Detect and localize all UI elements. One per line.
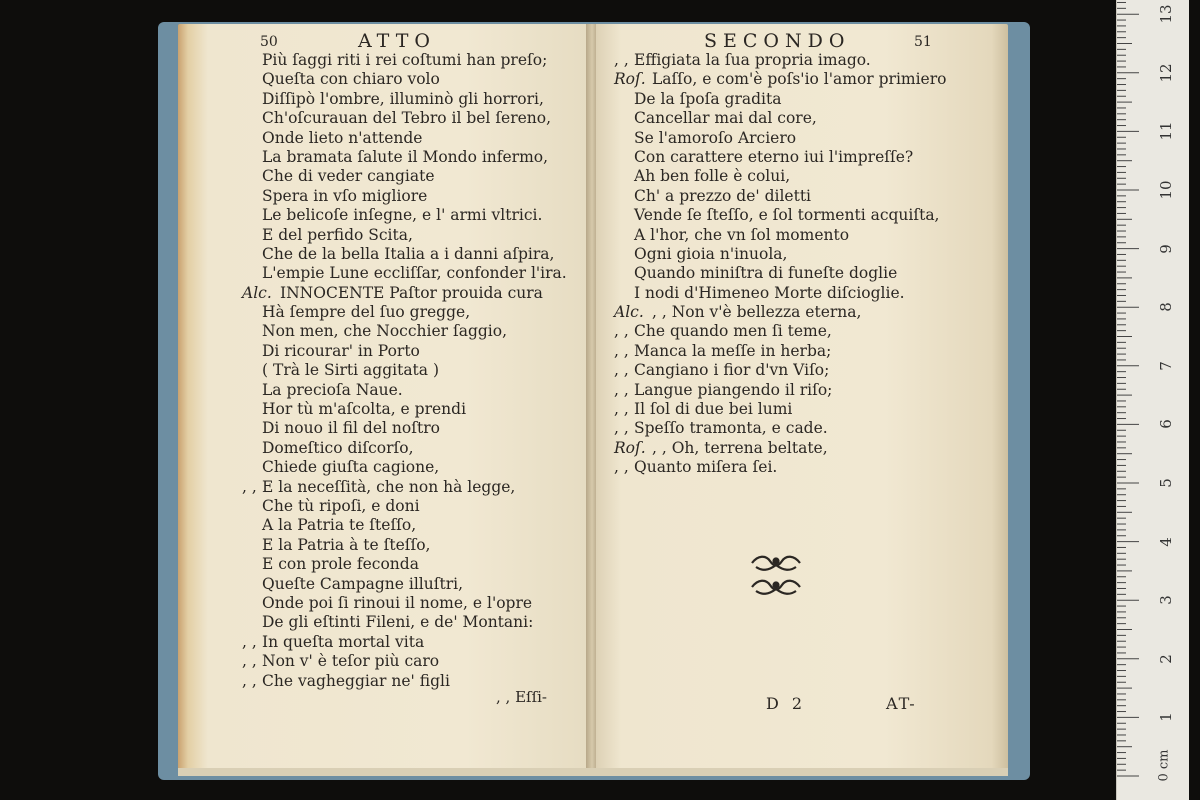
line-text: Vende ſe ſteſſo, e ſol tormenti acquiſta, <box>634 206 940 225</box>
text-line <box>614 361 1004 380</box>
text-line <box>242 633 582 652</box>
line-text: Cancellar mai dal core, <box>634 109 817 128</box>
line-text: Quanto miſera ſei. <box>634 458 778 477</box>
text-line <box>614 129 1004 148</box>
line-text: E del perfido Scita, <box>262 225 413 244</box>
text-line <box>242 497 582 516</box>
line-text: Le belicoſe inſegne, e l' armi vltrici. <box>262 206 543 225</box>
text-line <box>242 226 582 245</box>
text-line <box>614 342 1004 361</box>
ruler-unit-label: 0 cm <box>1156 749 1172 782</box>
text-line <box>614 322 1004 341</box>
speaker-label: Roſ. <box>614 70 646 89</box>
left-catchword: , , Eſſi- <box>496 688 547 706</box>
right-text-block <box>614 51 1004 478</box>
ruler-number: 10 <box>1157 180 1175 200</box>
text-line <box>242 652 582 671</box>
quotation-mark: , , <box>242 671 257 690</box>
text-line <box>614 381 1004 400</box>
text-line <box>614 303 1004 322</box>
ruler-ticks <box>1117 0 1189 800</box>
ruler-number: 2 <box>1157 654 1175 664</box>
line-text: Che vagheggiar ne' figli <box>262 671 450 690</box>
measurement-ruler <box>1116 0 1189 800</box>
text-line <box>242 516 582 535</box>
text-line <box>242 381 582 400</box>
line-text: Che tù ripoſi, e doni <box>262 496 420 515</box>
right-running-header: SECONDO <box>704 30 851 52</box>
line-text: Di nouo il fil del noſtro <box>262 419 440 438</box>
text-line <box>242 264 582 283</box>
quotation-mark: , , <box>614 361 629 380</box>
line-text: A la Patria te ſteſſo, <box>262 516 417 535</box>
text-line <box>242 400 582 419</box>
ruler-number: 7 <box>1157 361 1175 371</box>
signature-mark: D 2 <box>766 694 807 713</box>
line-text: E la neceſſità, che non hà legge, <box>262 477 516 496</box>
ruler-number: 8 <box>1157 302 1175 312</box>
speaker-label: Alc. <box>614 303 644 322</box>
text-line <box>242 206 582 225</box>
left-page <box>178 24 588 772</box>
line-text: A l'hor, che vn ſol momento <box>634 225 850 244</box>
quotation-mark: , , <box>614 322 629 341</box>
line-text: Langue piangendo il riſo; <box>634 380 833 399</box>
line-text: E la Patria à te ſteſſo, <box>262 535 431 554</box>
ruler-number: 3 <box>1157 595 1175 605</box>
text-line <box>242 555 582 574</box>
line-text: Quando miniſtra di funeſte doglie <box>634 264 898 283</box>
text-line <box>242 575 582 594</box>
line-text: Speſſo tramonta, e cade. <box>634 419 828 438</box>
speaker-label: Alc. <box>242 283 272 302</box>
text-line <box>614 284 1004 303</box>
line-text: Onde poi ſi rinoui il nome, e l'opre <box>262 593 533 612</box>
quotation-mark: , , <box>614 380 629 399</box>
line-text: La bramata ſalute il Mondo infermo, <box>262 147 549 166</box>
quotation-mark: , , <box>242 477 257 496</box>
line-text: L'empie Lune eccliſſar, confonder l'ira. <box>262 264 567 283</box>
quotation-mark: , , <box>242 652 257 671</box>
line-text: Ogni gioia n'inuola, <box>634 244 788 263</box>
line-text: , , Non v'è bellezza eterna, <box>652 303 862 322</box>
text-line <box>242 187 582 206</box>
line-text: Con carattere eterno iui l'impreſſe? <box>634 147 914 166</box>
printer-ornament-icon <box>746 551 806 601</box>
text-line <box>614 400 1004 419</box>
ruler-number: 1 <box>1157 712 1175 723</box>
quotation-mark: , , <box>614 458 629 477</box>
line-text: Queſta con chiaro volo <box>262 70 440 89</box>
text-line <box>614 167 1004 186</box>
speaker-label: Roſ. <box>614 438 646 457</box>
text-line <box>614 439 1004 458</box>
line-text: Spera in vſo migliore <box>262 186 428 205</box>
text-line <box>242 245 582 264</box>
quotation-mark: , , <box>614 51 629 69</box>
ruler-number: 6 <box>1157 419 1175 430</box>
text-line <box>242 342 582 361</box>
right-page <box>596 24 1008 772</box>
line-text: Onde lieto n'attende <box>262 128 423 147</box>
text-line <box>614 206 1004 225</box>
line-text: Il ſol di due bei lumi <box>634 400 793 419</box>
text-line <box>614 458 1004 477</box>
line-text: INNOCENTE Paſtor prouida cura <box>280 283 543 302</box>
quotation-mark: , , <box>242 632 257 651</box>
text-line <box>242 478 582 497</box>
text-line <box>242 322 582 341</box>
text-line <box>242 536 582 555</box>
line-text: Ch' a prezzo de' diletti <box>634 186 812 205</box>
line-text: Non men, che Nocchier ſaggio, <box>262 322 508 341</box>
text-line <box>614 419 1004 438</box>
line-text: Hà ſempre del ſuo gregge, <box>262 303 471 322</box>
line-text: Ah ben folle è colui, <box>634 167 791 186</box>
line-text: Chiede giuſta cagione, <box>262 458 440 477</box>
ruler-number: 5 <box>1157 478 1175 488</box>
line-text: Domeſtico diſcorſo, <box>262 438 414 457</box>
line-text: E con prole feconda <box>262 555 419 574</box>
text-line <box>614 226 1004 245</box>
line-text: Cangiano i fior d'vn Viſo; <box>634 361 830 380</box>
text-line <box>614 245 1004 264</box>
line-text: Più ſaggi riti i rei coſtumi han preſo; <box>262 51 548 69</box>
line-text: Che de la bella Italia a i danni aſpira, <box>262 244 555 263</box>
text-line <box>614 70 1004 89</box>
quotation-mark: , , <box>614 341 629 360</box>
line-text: Queſte Campagne illuſtri, <box>262 574 464 593</box>
line-text: I nodi d'Himeneo Morte diſcioglie. <box>634 283 905 302</box>
quotation-mark: , , <box>614 419 629 438</box>
line-text: De gli eſtinti Fileni, e de' Montani: <box>262 613 534 632</box>
left-text-block <box>242 51 582 691</box>
text-line <box>614 148 1004 167</box>
line-text: ( Trà le Sirti aggitata ) <box>262 361 440 380</box>
left-page-number: 50 <box>260 34 278 50</box>
ruler-number: 11 <box>1157 121 1175 141</box>
line-text: In queſta mortal vita <box>262 632 425 651</box>
text-line <box>614 90 1004 109</box>
ruler-number: 12 <box>1157 63 1175 83</box>
ruler-number: 13 <box>1157 4 1175 24</box>
text-line <box>242 419 582 438</box>
line-text: , , Oh, terrena beltate, <box>652 438 828 457</box>
ruler-number: 9 <box>1157 243 1175 254</box>
line-text: Che di veder cangiate <box>262 167 435 186</box>
text-line <box>614 51 1004 70</box>
text-line <box>614 264 1004 283</box>
text-line <box>242 167 582 186</box>
text-line <box>242 109 582 128</box>
text-line <box>242 70 582 89</box>
line-text: La precioſa Naue. <box>262 380 403 399</box>
text-line <box>614 187 1004 206</box>
left-running-header: ATTO <box>358 30 436 52</box>
text-line <box>242 439 582 458</box>
line-text: Effigiata la ſua propria imago. <box>634 51 871 69</box>
text-line <box>242 90 582 109</box>
text-line <box>242 594 582 613</box>
line-text: Non v' è teſor più caro <box>262 652 440 671</box>
text-line <box>242 303 582 322</box>
line-text: Diſſipò l'ombre, illuminò gli horrori, <box>262 89 544 108</box>
ruler-number: 4 <box>1157 536 1175 547</box>
line-text: Hor tù m'aſcolta, e prendi <box>262 400 467 419</box>
right-catchword: AT- <box>886 694 917 713</box>
text-line <box>242 361 582 380</box>
text-line <box>242 458 582 477</box>
text-line <box>242 613 582 632</box>
text-line <box>242 148 582 167</box>
line-text: Di ricourar' in Porto <box>262 341 420 360</box>
quotation-mark: , , <box>614 400 629 419</box>
text-line <box>242 284 582 303</box>
text-line <box>242 129 582 148</box>
line-text: Laſſo, e com'è poſs'io l'amor primiero <box>652 70 947 89</box>
line-text: Che quando men ſi teme, <box>634 322 832 341</box>
right-page-number: 51 <box>914 34 932 50</box>
line-text: Ch'oſcurauan del Tebro il bel ſereno, <box>262 109 552 128</box>
line-text: Manca la meſſe in herba; <box>634 341 832 360</box>
text-line <box>242 51 582 70</box>
line-text: De la ſpoſa gradita <box>634 89 782 108</box>
line-text: Se l'amoroſo Arciero <box>634 128 797 147</box>
page-edges <box>178 768 1008 776</box>
text-line <box>614 109 1004 128</box>
